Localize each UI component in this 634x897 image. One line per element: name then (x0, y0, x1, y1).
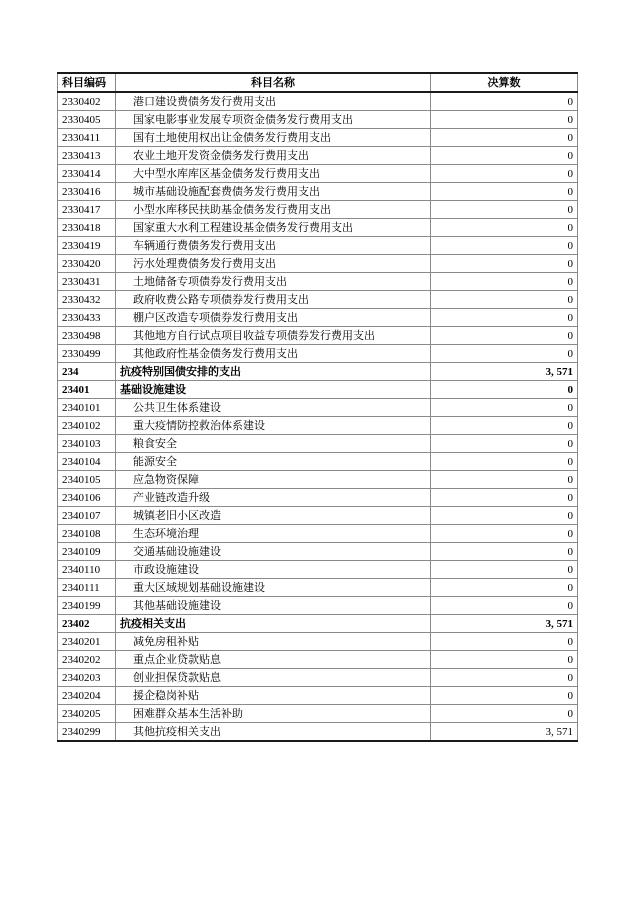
table-row (58, 399, 578, 417)
table-row (58, 92, 578, 111)
subject-name-cell: 援企稳岗补贴 (116, 687, 431, 705)
subject-code-cell: 2340202 (58, 651, 116, 669)
subject-name-cell: 基础设施建设 (116, 381, 431, 399)
subject-name-cell: 政府收费公路专项债券发行费用支出 (116, 291, 431, 309)
subject-name-cell: 车辆通行费债务发行费用支出 (116, 237, 431, 255)
subject-code-cell: 2340204 (58, 687, 116, 705)
table-row (58, 291, 578, 309)
subject-code-cell: 2340101 (58, 399, 116, 417)
subject-code-cell: 2340106 (58, 489, 116, 507)
header-subject-code: 科目编码 (58, 73, 116, 92)
subject-name-cell: 棚户区改造专项债券发行费用支出 (116, 309, 431, 327)
subject-code-cell: 2330419 (58, 237, 116, 255)
table-row (58, 183, 578, 201)
table-row (58, 381, 578, 399)
budget-table (57, 72, 578, 742)
final-amount-cell: 0 (431, 597, 578, 615)
table-row (58, 489, 578, 507)
subject-code-cell: 2330432 (58, 291, 116, 309)
subject-code-cell: 2340108 (58, 525, 116, 543)
table-row (58, 669, 578, 687)
final-amount-cell: 0 (431, 183, 578, 201)
table-row (58, 543, 578, 561)
table-row (58, 435, 578, 453)
subject-code-cell: 2340201 (58, 633, 116, 651)
final-amount-cell: 0 (431, 543, 578, 561)
subject-code-cell: 2330402 (58, 92, 116, 111)
subject-name-cell: 交通基础设施建设 (116, 543, 431, 561)
final-amount-cell: 0 (431, 651, 578, 669)
table-row (58, 633, 578, 651)
subject-name-cell: 城镇老旧小区改造 (116, 507, 431, 525)
final-amount-cell: 0 (431, 705, 578, 723)
subject-name-cell: 农业土地开发资金债务发行费用支出 (116, 147, 431, 165)
subject-name-cell: 城市基础设施配套费债务发行费用支出 (116, 183, 431, 201)
final-amount-cell: 0 (431, 453, 578, 471)
subject-code-cell: 2330499 (58, 345, 116, 363)
subject-name-cell: 其他地方自行试点项目收益专项债券发行费用支出 (116, 327, 431, 345)
table-row (58, 417, 578, 435)
table-row (58, 165, 578, 183)
subject-name-cell: 其他基础设施建设 (116, 597, 431, 615)
subject-code-cell: 2340103 (58, 435, 116, 453)
table-row (58, 687, 578, 705)
final-amount-cell: 3, 571 (431, 723, 578, 742)
subject-code-cell: 2340111 (58, 579, 116, 597)
subject-name-cell: 抗疫特别国债安排的支出 (116, 363, 431, 381)
table-row (58, 453, 578, 471)
final-amount-cell: 0 (431, 579, 578, 597)
table-row (58, 309, 578, 327)
header-final-amount: 决算数 (431, 73, 578, 92)
final-amount-cell: 0 (431, 237, 578, 255)
subject-name-cell: 重点企业贷款贴息 (116, 651, 431, 669)
final-amount-cell: 0 (431, 417, 578, 435)
subject-name-cell: 大中型水库库区基金债务发行费用支出 (116, 165, 431, 183)
subject-name-cell: 公共卫生体系建设 (116, 399, 431, 417)
subject-name-cell: 重大疫情防控救治体系建设 (116, 417, 431, 435)
final-amount-cell: 0 (431, 687, 578, 705)
subject-code-cell: 2330414 (58, 165, 116, 183)
subject-code-cell: 2330405 (58, 111, 116, 129)
subject-code-cell: 2340199 (58, 597, 116, 615)
subject-name-cell: 港口建设费债务发行费用支出 (116, 92, 431, 111)
subject-name-cell: 减免房租补贴 (116, 633, 431, 651)
subject-code-cell: 2330417 (58, 201, 116, 219)
final-amount-cell: 0 (431, 147, 578, 165)
subject-name-cell: 国有土地使用权出让金债务发行费用支出 (116, 129, 431, 147)
table-row (58, 147, 578, 165)
final-amount-cell: 0 (431, 633, 578, 651)
final-amount-cell: 0 (431, 399, 578, 417)
subject-name-cell: 重大区域规划基础设施建设 (116, 579, 431, 597)
final-amount-cell: 3, 571 (431, 615, 578, 633)
subject-name-cell: 国家电影事业发展专项资金债务发行费用支出 (116, 111, 431, 129)
subject-code-cell: 2340102 (58, 417, 116, 435)
final-amount-cell: 0 (431, 669, 578, 687)
final-amount-cell: 3, 571 (431, 363, 578, 381)
final-amount-cell: 0 (431, 489, 578, 507)
subject-code-cell: 23401 (58, 381, 116, 399)
table-row (58, 525, 578, 543)
subject-name-cell: 其他抗疫相关支出 (116, 723, 431, 742)
final-amount-cell: 0 (431, 129, 578, 147)
subject-name-cell: 土地储备专项债券发行费用支出 (116, 273, 431, 291)
final-amount-cell: 0 (431, 111, 578, 129)
subject-code-cell: 2330411 (58, 129, 116, 147)
subject-name-cell: 污水处理费债务发行费用支出 (116, 255, 431, 273)
subject-code-cell: 2340299 (58, 723, 116, 742)
subject-name-cell: 应急物资保障 (116, 471, 431, 489)
subject-code-cell: 2340205 (58, 705, 116, 723)
table-row (58, 363, 578, 381)
table-row (58, 615, 578, 633)
table-row (58, 597, 578, 615)
table-row (58, 723, 578, 742)
final-amount-cell: 0 (431, 345, 578, 363)
subject-code-cell: 2330498 (58, 327, 116, 345)
header-subject-name: 科目名称 (116, 73, 431, 92)
subject-code-cell: 2330420 (58, 255, 116, 273)
subject-code-cell: 2340203 (58, 669, 116, 687)
table-row (58, 237, 578, 255)
subject-code-cell: 2340110 (58, 561, 116, 579)
subject-code-cell: 23402 (58, 615, 116, 633)
subject-code-cell: 2330433 (58, 309, 116, 327)
subject-code-cell: 234 (58, 363, 116, 381)
subject-name-cell: 其他政府性基金债务发行费用支出 (116, 345, 431, 363)
final-amount-cell: 0 (431, 471, 578, 489)
subject-code-cell: 2340107 (58, 507, 116, 525)
final-amount-cell: 0 (431, 525, 578, 543)
table-row (58, 507, 578, 525)
final-amount-cell: 0 (431, 309, 578, 327)
subject-name-cell: 粮食安全 (116, 435, 431, 453)
table-row (58, 327, 578, 345)
subject-name-cell: 产业链改造升级 (116, 489, 431, 507)
subject-name-cell: 创业担保贷款贴息 (116, 669, 431, 687)
table-row (58, 651, 578, 669)
final-amount-cell: 0 (431, 219, 578, 237)
table-row (58, 129, 578, 147)
table-row (58, 471, 578, 489)
final-amount-cell: 0 (431, 201, 578, 219)
table-row (58, 219, 578, 237)
subject-name-cell: 小型水库移民扶助基金债务发行费用支出 (116, 201, 431, 219)
final-amount-cell: 0 (431, 255, 578, 273)
final-amount-cell: 0 (431, 273, 578, 291)
final-amount-cell: 0 (431, 92, 578, 111)
subject-code-cell: 2330418 (58, 219, 116, 237)
subject-code-cell: 2330413 (58, 147, 116, 165)
header-row (58, 73, 578, 92)
subject-code-cell: 2330431 (58, 273, 116, 291)
final-amount-cell: 0 (431, 327, 578, 345)
subject-name-cell: 生态环境治理 (116, 525, 431, 543)
table-row (58, 111, 578, 129)
table-row (58, 705, 578, 723)
table-row (58, 201, 578, 219)
table-row (58, 255, 578, 273)
final-amount-cell: 0 (431, 291, 578, 309)
subject-code-cell: 2340104 (58, 453, 116, 471)
final-amount-cell: 0 (431, 165, 578, 183)
table-row (58, 561, 578, 579)
subject-name-cell: 国家重大水利工程建设基金债务发行费用支出 (116, 219, 431, 237)
table-body (58, 92, 578, 741)
table-row (58, 345, 578, 363)
subject-name-cell: 市政设施建设 (116, 561, 431, 579)
subject-name-cell: 能源安全 (116, 453, 431, 471)
final-amount-cell: 0 (431, 561, 578, 579)
subject-code-cell: 2340109 (58, 543, 116, 561)
table-row (58, 579, 578, 597)
table-row (58, 273, 578, 291)
final-amount-cell: 0 (431, 507, 578, 525)
subject-code-cell: 2330416 (58, 183, 116, 201)
subject-name-cell: 困难群众基本生活补助 (116, 705, 431, 723)
table-header (58, 73, 578, 92)
subject-code-cell: 2340105 (58, 471, 116, 489)
final-amount-cell: 0 (431, 435, 578, 453)
subject-name-cell: 抗疫相关支出 (116, 615, 431, 633)
final-amount-cell: 0 (431, 381, 578, 399)
